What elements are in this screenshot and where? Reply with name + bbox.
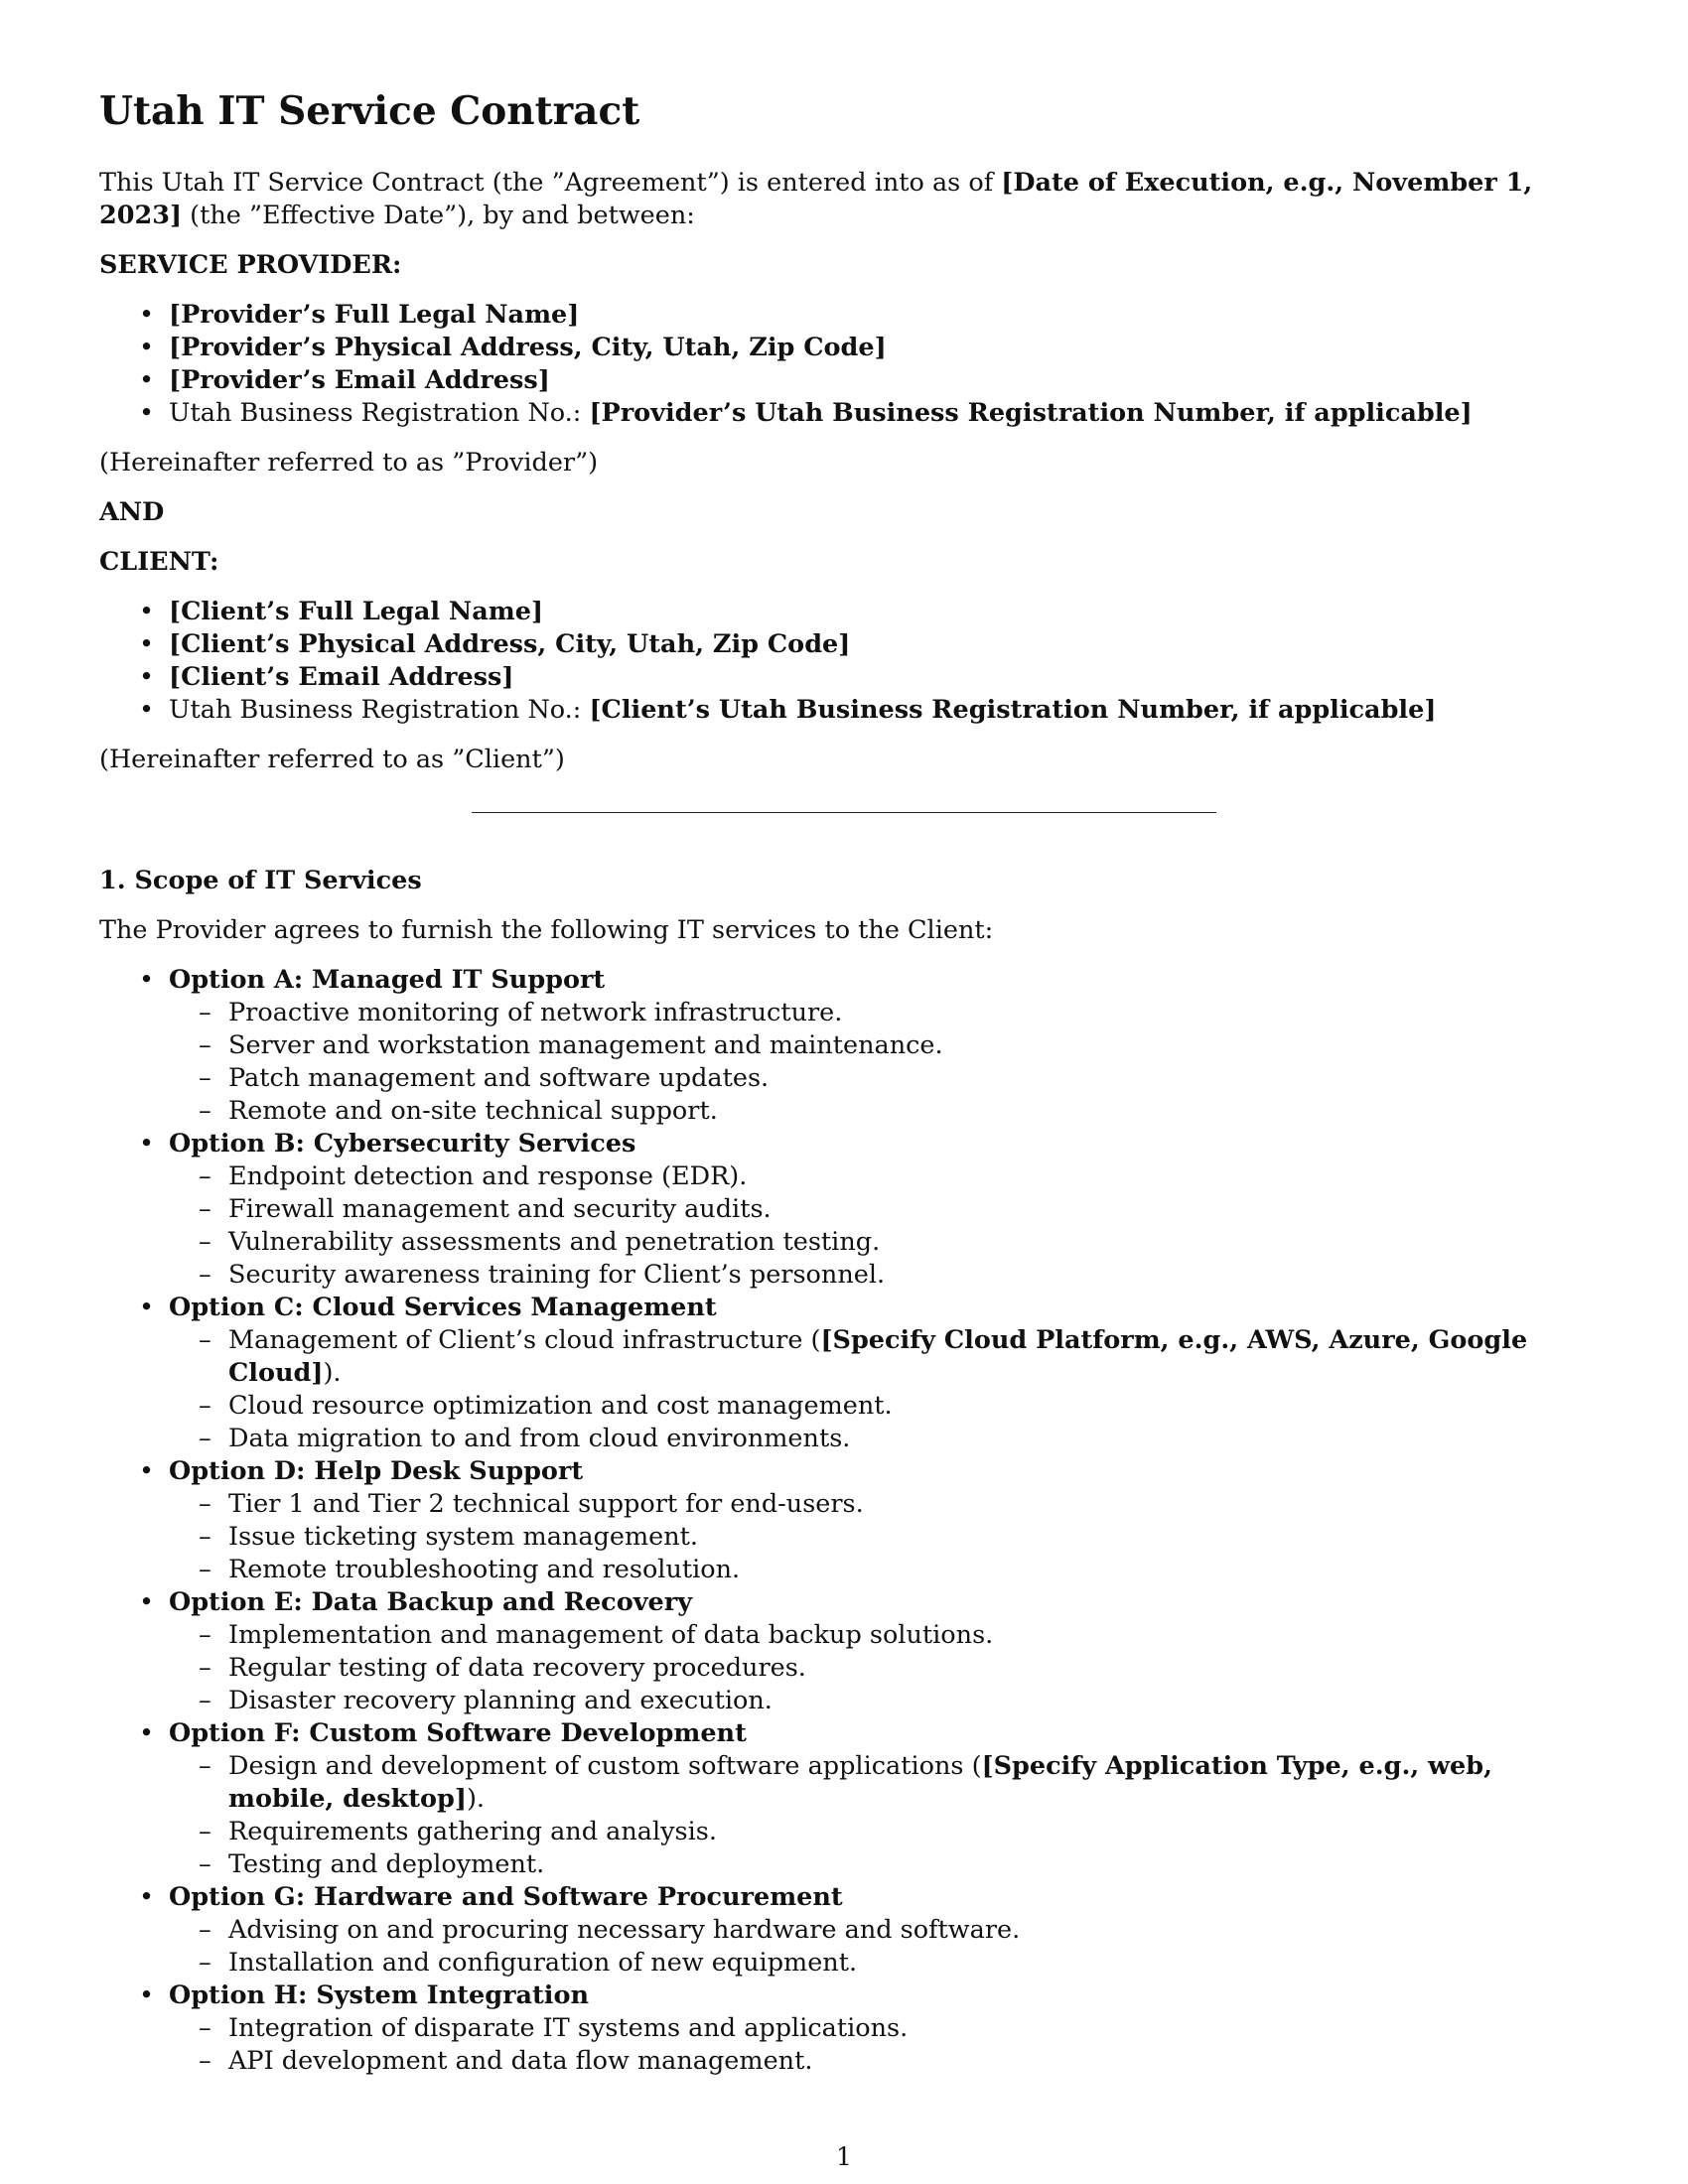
list-item: – Advising on and procuring necessary hardware and software. (169, 1914, 1589, 1947)
section-1-heading: 1. Scope of IT Services (99, 866, 422, 895)
document-title: Utah IT Service Contract (99, 88, 640, 134)
section-divider (472, 812, 1216, 813)
client-heading: CLIENT: (99, 547, 219, 577)
list-item: – Security awareness training for Client’s personnel. (169, 1259, 1589, 1292)
list-item: – Regular testing of data recovery procedures. (169, 1652, 1589, 1685)
list-item: – Management of Client’s cloud infrastructure ([Specify Cloud Platform, e.g., AWS, Azure, Google Cloud]). (169, 1324, 1589, 1390)
list-item: – Cloud resource optimization and cost management. (169, 1390, 1589, 1423)
list-item: – Proactive monitoring of network infrastructure. (169, 997, 1589, 1029)
provider-heading: SERVICE PROVIDER: (99, 250, 402, 280)
list-item: • [Client’s Physical Address, City, Utah, Zip Code] (99, 628, 1589, 661)
list-item: – Disaster recovery planning and execution. (169, 1685, 1589, 1717)
list-item: – Data migration to and from cloud environments. (169, 1423, 1589, 1455)
list-item: – API development and data flow management. (169, 2045, 1589, 2078)
list-item: – Requirements gathering and analysis. (169, 1816, 1589, 1848)
option-e: • Option E: Data Backup and Recovery – Implementation and management of data backup solutions. – Regular testing of data recovery procedures. – Disaster recovery planning and execution. (99, 1586, 1589, 1717)
section-1-intro: The Provider agrees to furnish the following IT services to the Client: (99, 915, 994, 945)
list-item: – Patch management and software updates. (169, 1062, 1589, 1095)
list-item: – Remote troubleshooting and resolution. (169, 1554, 1589, 1586)
list-item: – Endpoint detection and response (EDR). (169, 1160, 1589, 1193)
option-a: • Option A: Managed IT Support – Proactive monitoring of network infrastructure. – Server and workstation management and maintenance. – Patch management and software updates. – Remote and on-site technical support. (99, 964, 1589, 1128)
list-item: • [Provider’s Physical Address, City, Utah, Zip Code] (99, 332, 1589, 364)
list-item: • Utah Business Registration No.: [Provider’s Utah Business Registration Number, if applicable] (99, 397, 1589, 430)
option-f: • Option F: Custom Software Development – Design and development of custom software applications ([Specify Application Type, e.g., web, mobile, desktop]). – Requirements gathering and analysis. – Testing and deployment. (99, 1717, 1589, 1881)
list-item: – Tier 1 and Tier 2 technical support for end-users. (169, 1488, 1589, 1521)
list-item: • [Provider’s Email Address] (99, 364, 1589, 397)
list-item: • [Provider’s Full Legal Name] (99, 299, 1589, 332)
option-h: • Option H: System Integration – Integration of disparate IT systems and applications. – API development and data flow management. (99, 1979, 1589, 2078)
services-list (99, 964, 1589, 2078)
and-label: AND (99, 497, 165, 527)
list-item: – Integration of disparate IT systems and applications. (169, 2012, 1589, 2045)
document-page (99, 87, 1589, 2095)
provider-referred: (Hereinafter referred to as ”Provider”) (99, 448, 599, 478)
list-item: – Issue ticketing system management. (169, 1521, 1589, 1554)
list-item: • Utah Business Registration No.: [Client’s Utah Business Registration Number, if applicable] (99, 694, 1589, 727)
list-item: – Vulnerability assessments and penetration testing. (169, 1226, 1589, 1259)
page-number: 1 (835, 2142, 853, 2172)
list-item: – Testing and deployment. (169, 1848, 1589, 1881)
list-item: – Firewall management and security audits. (169, 1193, 1589, 1226)
list-item: – Design and development of custom software applications ([Specify Application Type, e.g., web, mobile, desktop]). (169, 1750, 1589, 1816)
provider-details (99, 299, 1589, 430)
date-placeholder: [Date of Execution, e.g., November 1, 2023] (99, 168, 1533, 230)
option-g: • Option G: Hardware and Software Procurement – Advising on and procuring necessary hardware and software. – Installation and configuration of new equipment. (99, 1881, 1589, 1979)
list-item: • [Client’s Email Address] (99, 661, 1589, 694)
intro-paragraph: This Utah IT Service Contract (the ”Agreement”) is entered into as of [Date of Execution, e.g., November 1, 2023] (the ”Effective Date”), by and between: (99, 168, 1533, 230)
option-c: • Option C: Cloud Services Management – Management of Client’s cloud infrastructure ([Specify Cloud Platform, e.g., AWS, Azure, Google Cloud]). – Cloud resource optimization and cost management. – Data migration to and from cloud environments. (99, 1292, 1589, 1455)
option-b: • Option B: Cybersecurity Services – Endpoint detection and response (EDR). – Firewall management and security audits. – Vulnerability assessments and penetration testing. – Security awareness training for Client’s personnel. (99, 1128, 1589, 1292)
client-details (99, 596, 1589, 727)
list-item: • [Client’s Full Legal Name] (99, 596, 1589, 628)
list-item: – Installation and configuration of new equipment. (169, 1947, 1589, 1979)
option-d: • Option D: Help Desk Support – Tier 1 and Tier 2 technical support for end-users. – Issue ticketing system management. – Remote troubleshooting and resolution. (99, 1455, 1589, 1586)
list-item: – Remote and on-site technical support. (169, 1095, 1589, 1128)
client-referred: (Hereinafter referred to as ”Client”) (99, 745, 565, 774)
list-item: – Server and workstation management and maintenance. (169, 1029, 1589, 1062)
list-item: – Implementation and management of data backup solutions. (169, 1619, 1589, 1652)
